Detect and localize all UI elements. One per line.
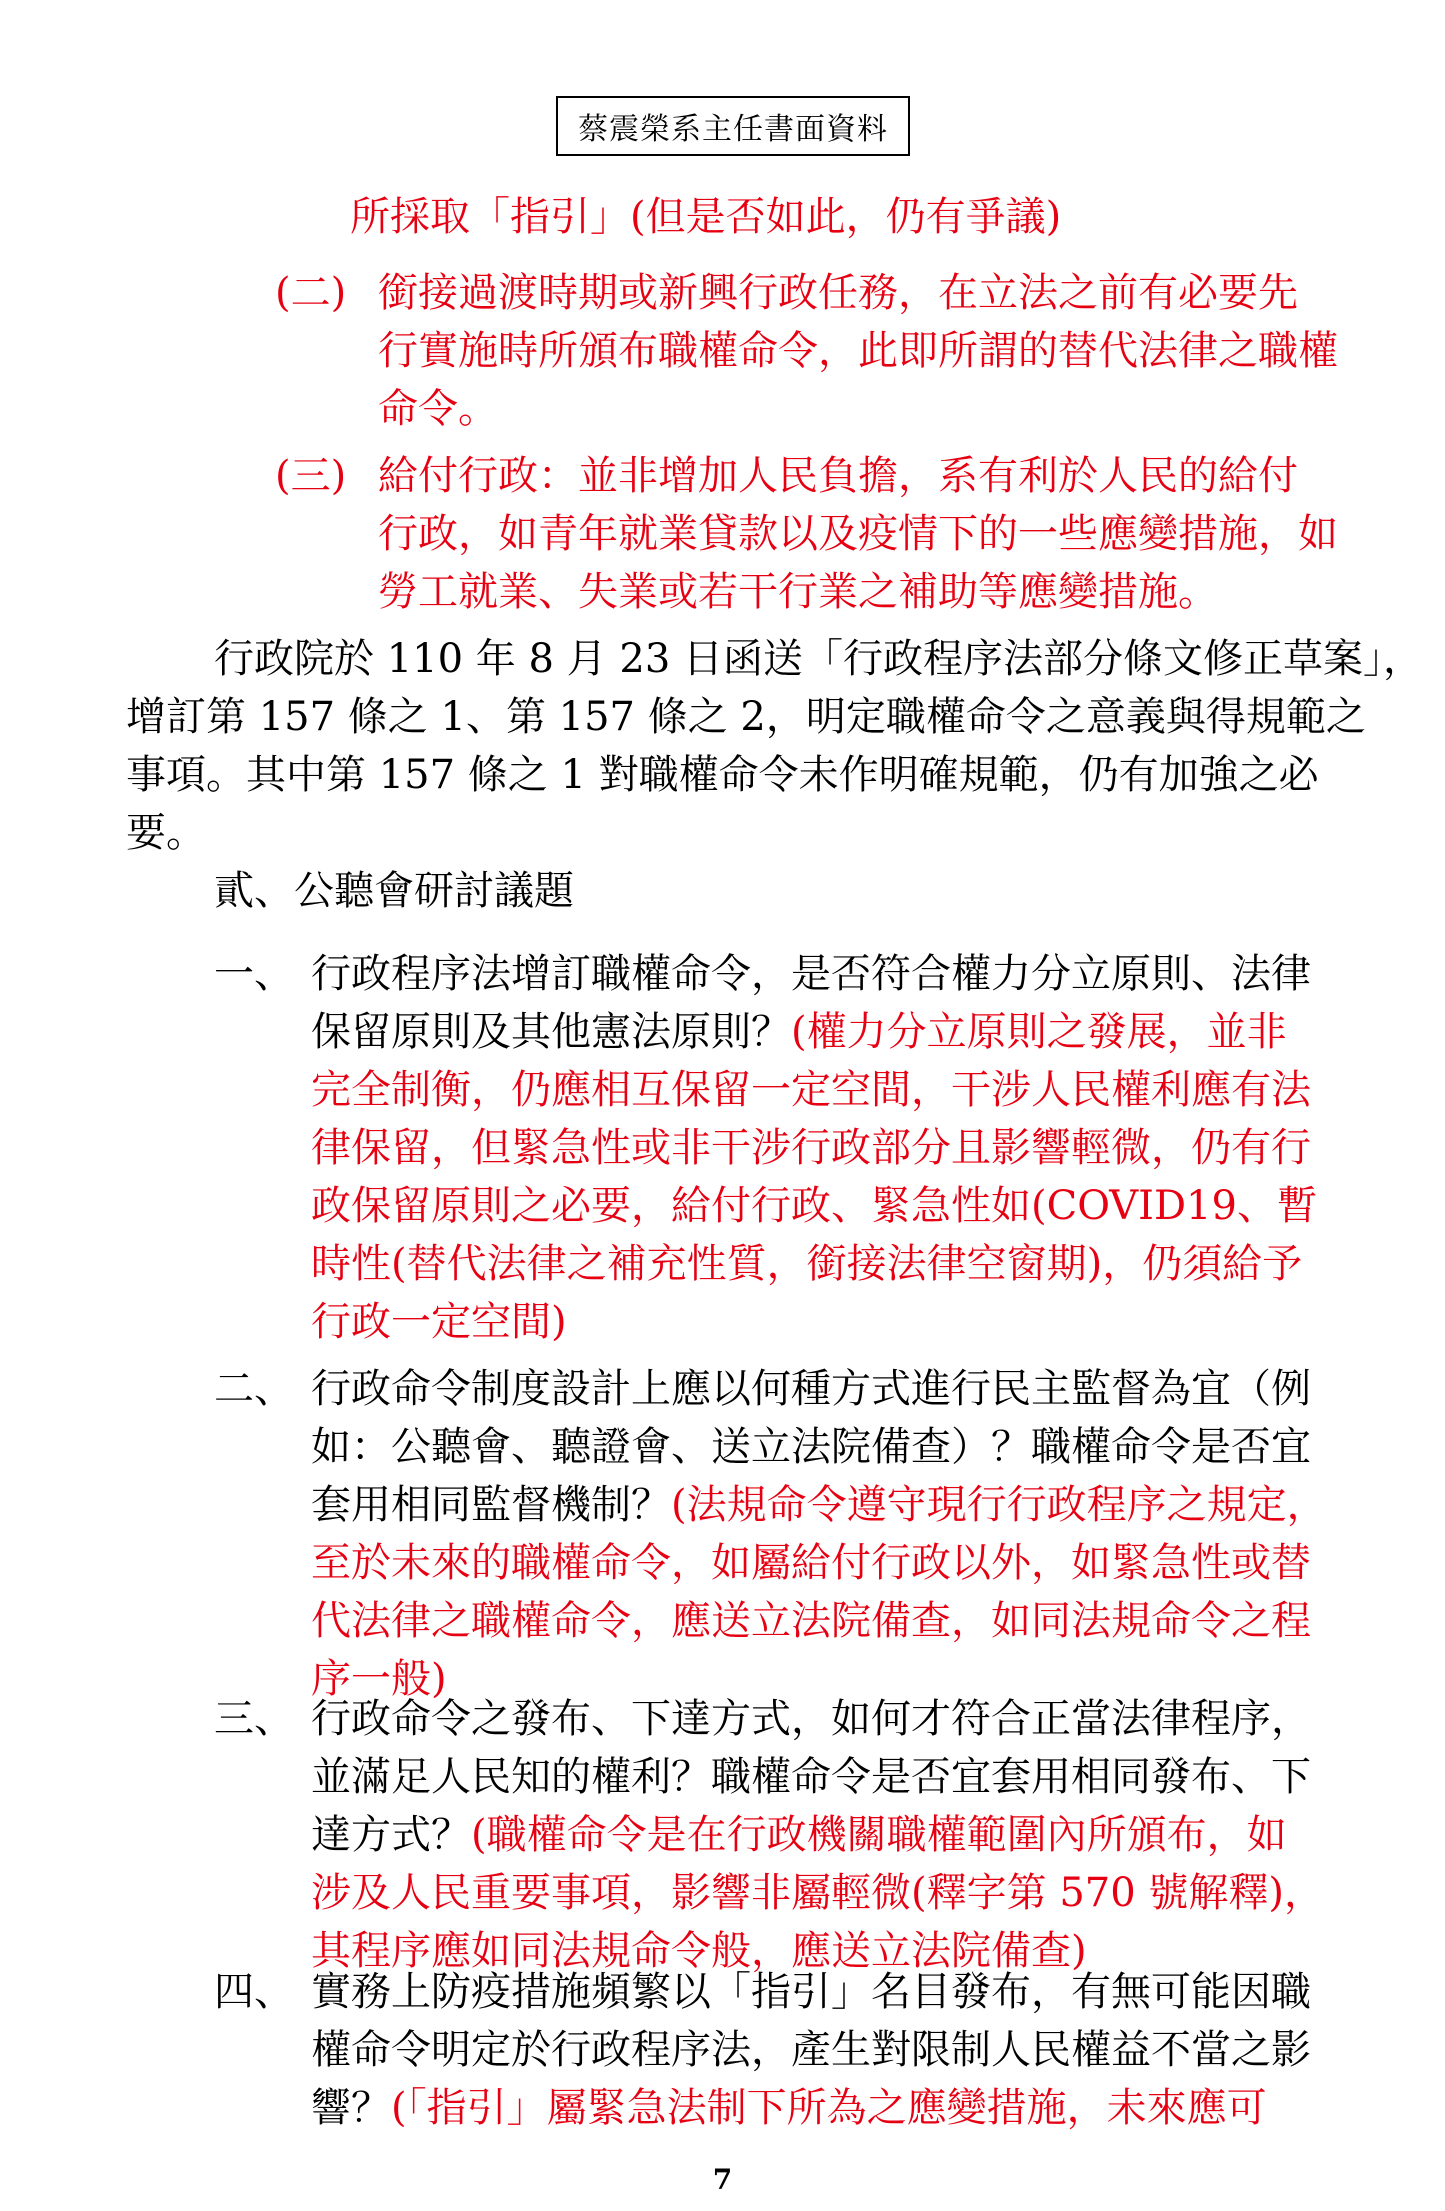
issue-2-text: [311, 1360, 1327, 1708]
issue-line: 行政命令制度設計上應以何種方式進行民主監督為宜（例: [311, 1366, 1311, 1412]
issue-line: 保留原則及其他憲法原則？(權力分立原則之發展，並非: [311, 1009, 1287, 1055]
issue-line: 政保留原則之必要，給付行政、緊急性如(COVID19、暫: [311, 1183, 1317, 1229]
section-title: 貳、公聽會研討議題: [214, 868, 574, 914]
issue-4-text: [311, 1963, 1311, 2137]
issue-line: 套用相同監督機制？(法規命令遵守現行行政程序之規定，: [311, 1482, 1327, 1528]
continuation-line: [350, 188, 1061, 246]
issue-line: 涉及人民重要事項，影響非屬輕微(釋字第 570 號解釋)，: [311, 1870, 1324, 1916]
issue-line: 權命令明定於行政程序法，產生對限制人民權益不當之影: [311, 2027, 1311, 2073]
issue-2-label: 二、: [214, 1366, 294, 1412]
issue-1-label: 一、: [214, 951, 294, 997]
issue-line: 完全制衡，仍應相互保留一定空間，干涉人民權利應有法: [311, 1067, 1311, 1113]
issue-line: 代法律之職權命令，應送立法院備查，如同法規命令之程: [311, 1598, 1311, 1644]
issue-line: 響？(「指引」屬緊急法制下所為之應變措施，未來應可: [311, 2085, 1267, 2131]
issue-line: 時性(替代法律之補充性質，銜接法律空窗期)，仍須給予: [311, 1241, 1303, 1287]
item-3-text: [378, 447, 1338, 621]
page-number: 7: [712, 2163, 733, 2196]
item-2-text: [378, 264, 1338, 438]
item-2-line: 行實施時所頒布職權命令，此即所謂的替代法律之職權: [378, 328, 1338, 374]
section-heading: [214, 862, 574, 920]
issue-line: 如：公聽會、聽證會、送立法院備查）？職權命令是否宜: [311, 1424, 1311, 1470]
body-line: 行政院於 110 年 8 月 23 日函送「行政程序法部分條文修正草案」，: [214, 636, 1423, 682]
item-3-line: 行政，如青年就業貸款以及疫情下的一些應變措施，如: [378, 511, 1338, 557]
issue-1-text: [311, 945, 1317, 1351]
item-3-line: 勞工就業、失業或若干行業之補助等應變措施。: [378, 569, 1218, 615]
issue-3-text: [311, 1690, 1324, 1980]
issue-line: 並滿足人民知的權利？職權命令是否宜套用相同發布、下: [311, 1754, 1311, 1800]
issue-line: 實務上防疫措施頻繁以「指引」名目發布，有無可能因職: [311, 1969, 1311, 2015]
item-3-label: (三): [275, 453, 347, 499]
issue-line: 行政程序法增訂職權命令，是否符合權力分立原則、法律: [311, 951, 1311, 997]
body-paragraph: [126, 630, 1423, 862]
item-2-label: (二): [275, 270, 347, 316]
issue-line: 律保留，但緊急性或非干涉行政部分且影響輕微，仍有行: [311, 1125, 1311, 1171]
issue-3-label: 三、: [214, 1696, 294, 1742]
issue-line: 序一般): [311, 1656, 447, 1702]
document-header-box: [556, 96, 910, 156]
body-line: 要。: [126, 810, 206, 856]
continuation-text: 所採取「指引」(但是否如此，仍有爭議): [350, 194, 1062, 240]
issue-line: 其程序應如同法規命令般，應送立法院備查): [311, 1928, 1087, 1974]
issue-line: 行政命令之發布、下達方式，如何才符合正當法律程序，: [311, 1696, 1311, 1742]
document-header-title: 蔡震榮系主任書面資料: [578, 112, 888, 147]
body-line: 事項。其中第 157 條之 1 對職權命令未作明確規範，仍有加強之必: [126, 752, 1319, 798]
issue-4-label: 四、: [214, 1969, 294, 2015]
issue-line: 行政一定空間): [311, 1299, 567, 1345]
item-2-line: 銜接過渡時期或新興行政任務，在立法之前有必要先: [378, 270, 1298, 316]
body-line: 增訂第 157 條之 1、第 157 條之 2，明定職權命令之意義與得規範之: [126, 694, 1366, 740]
item-2-line: 命令。: [378, 386, 498, 432]
issue-line: 達方式？(職權命令是在行政機關職權範圍內所頒布，如: [311, 1812, 1287, 1858]
item-3-line: 給付行政：並非增加人民負擔，系有利於人民的給付: [378, 453, 1298, 499]
issue-line: 至於未來的職權命令，如屬給付行政以外，如緊急性或替: [311, 1540, 1311, 1586]
